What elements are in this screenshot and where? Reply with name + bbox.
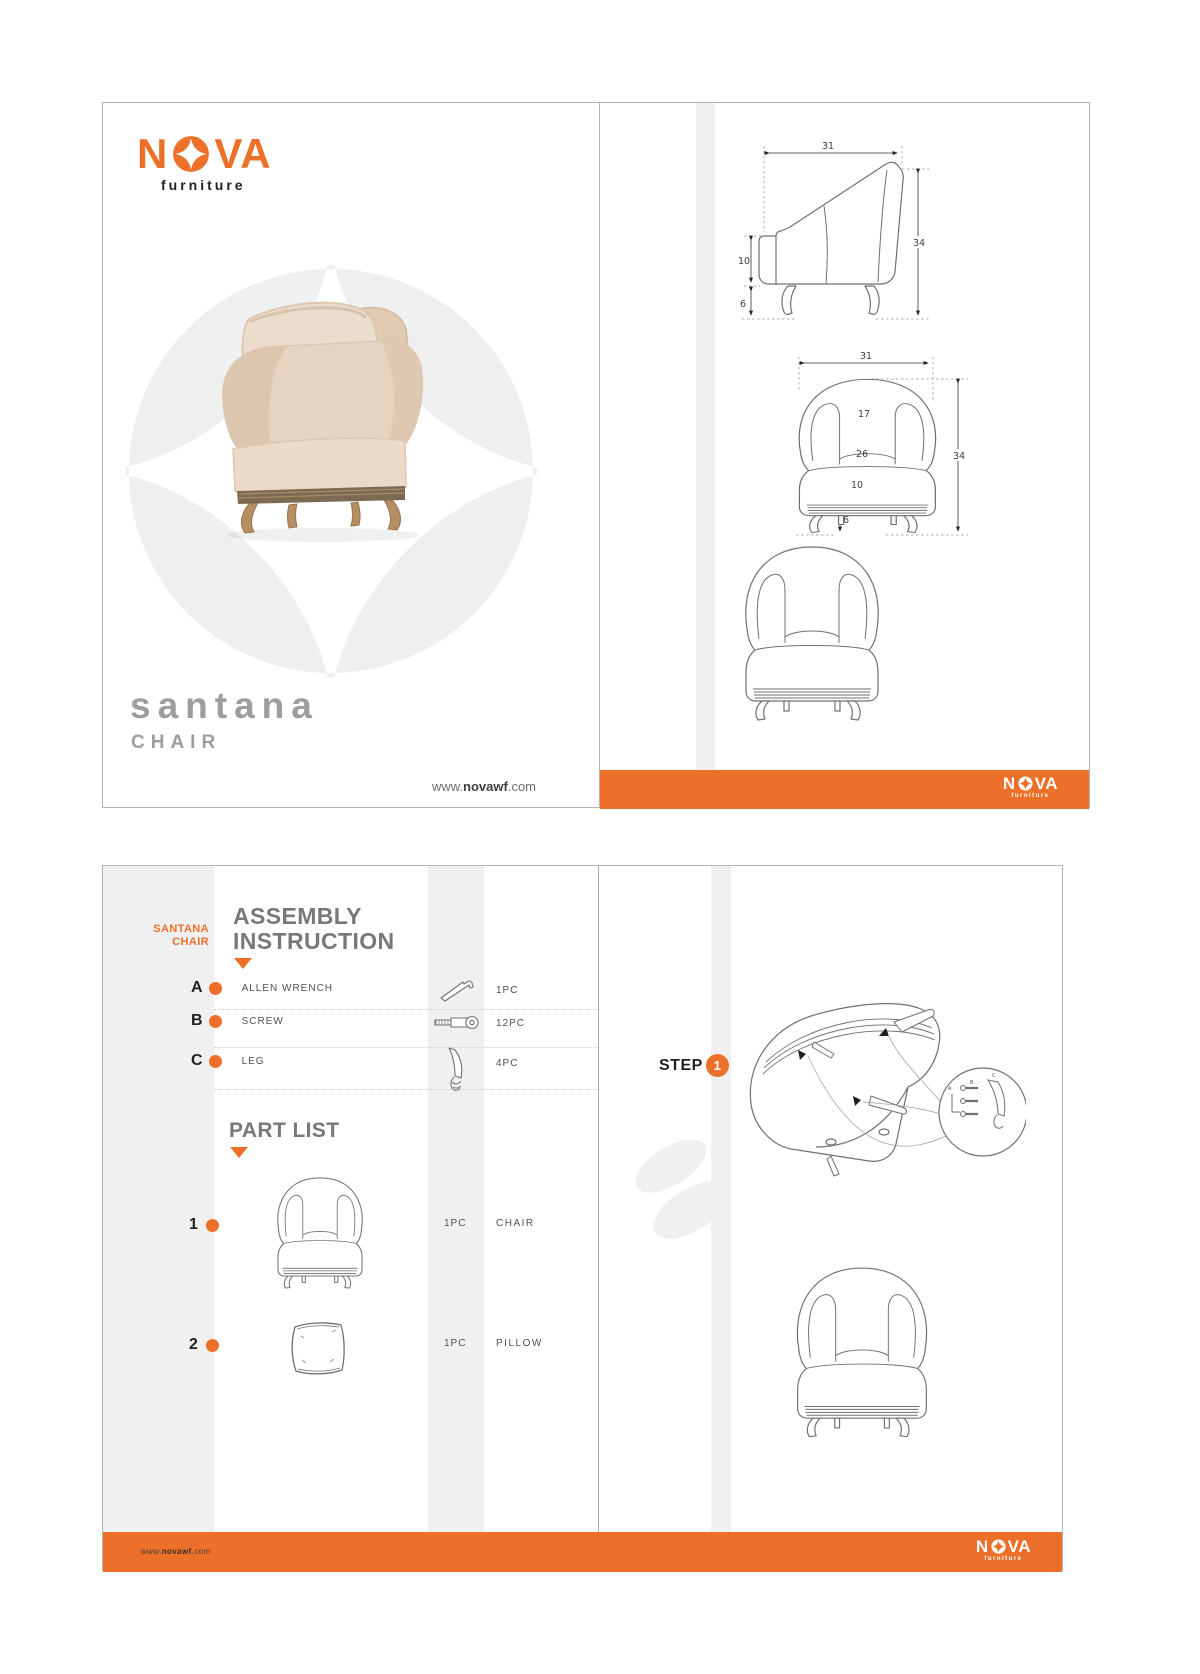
tool-label: SCREW (241, 1015, 284, 1027)
dim-front-mid: 26 (856, 449, 869, 460)
dim-front-height: 34 (952, 451, 966, 462)
row-separator (214, 1047, 598, 1048)
side-view-drawing (736, 136, 941, 326)
orange-dot-icon (206, 1339, 219, 1352)
detail-label-a: A (948, 1086, 952, 1092)
assembly-title-line1: ASSEMBLY (233, 903, 362, 929)
triangle-icon (230, 1147, 248, 1158)
dim-side-seat: 10 (737, 256, 751, 267)
tool-row-b (191, 1012, 284, 1030)
tool-label: LEG (241, 1055, 265, 1067)
assembly-title (233, 904, 395, 954)
dim-side-height: 34 (912, 238, 926, 249)
nova-star-icon (1018, 776, 1033, 791)
dim-front-leg: 6 (843, 515, 850, 526)
part-number: 1 (189, 1216, 198, 1233)
triangle-icon (234, 958, 252, 969)
step1-diagram (736, 984, 1026, 1180)
tool-qty: 1PC (496, 985, 519, 996)
part-list-title: PART LIST (229, 1119, 340, 1142)
step-number-badge: 1 (706, 1054, 729, 1077)
part-row-1 (189, 1216, 219, 1234)
dim-front-width: 31 (859, 351, 873, 362)
part-number: 2 (189, 1336, 198, 1353)
nova-star-icon (172, 135, 210, 173)
nova-star-icon (991, 1539, 1006, 1554)
part-row-2 (189, 1336, 219, 1354)
website-url (419, 779, 549, 794)
front-view-plain-drawing (732, 533, 892, 723)
icon-band (428, 866, 484, 1532)
orange-dot-icon (209, 1015, 222, 1028)
url-domain: novawf (161, 1547, 192, 1556)
tool-key: C (191, 1052, 203, 1069)
tool-row-c (191, 1052, 265, 1070)
brand-word-start: N (137, 130, 169, 177)
brand-word-end: VA (214, 130, 272, 177)
tool-label: ALLEN WRENCH (241, 982, 334, 994)
front-view-drawing (736, 351, 976, 543)
cover-page (102, 102, 600, 808)
assembly-page (102, 865, 1063, 1571)
orange-dot-icon (209, 1055, 222, 1068)
brand-tagline: furniture (1011, 793, 1050, 799)
url-prefix: www. (141, 1547, 162, 1556)
part-name: CHAIR (496, 1218, 535, 1229)
dim-side-leg: 6 (739, 299, 747, 310)
page-divider-rule (598, 866, 599, 1532)
url-prefix: www. (431, 779, 464, 794)
orange-dot-icon (206, 1219, 219, 1232)
footer-brand-logo (976, 1538, 1031, 1562)
tool-key: B (191, 1012, 203, 1029)
leg-icon (441, 1046, 473, 1094)
brand-word-start: N (975, 1537, 989, 1556)
part-name: PILLOW (496, 1338, 543, 1349)
url-suffix: .com (507, 779, 537, 794)
sidebar-product-label (103, 923, 209, 949)
sidebar-product-line2: CHAIR (172, 936, 209, 948)
brand-word-start: N (1002, 774, 1016, 793)
tool-qty: 12PC (496, 1018, 526, 1029)
dim-front-back: 17 (858, 409, 871, 420)
dim-side-width: 31 (821, 141, 835, 152)
brand-tagline: furniture (161, 177, 246, 193)
tool-qty: 4PC (496, 1058, 519, 1069)
drawings-page (599, 102, 1090, 808)
tool-row-a (191, 979, 333, 997)
url-suffix: .com (191, 1547, 211, 1556)
sidebar-band (103, 866, 214, 1532)
product-name: santana (130, 685, 319, 726)
product-type: CHAIR (131, 732, 222, 753)
assembled-chair-drawing (784, 1254, 940, 1440)
detail-label-b: B (970, 1080, 974, 1086)
decor-band (696, 103, 715, 770)
chair-photo (201, 281, 441, 546)
assembly-title-line2: INSTRUCTION (233, 928, 395, 954)
step-word: STEP (659, 1056, 703, 1074)
orange-dot-icon (209, 982, 222, 995)
tool-key: A (191, 979, 203, 996)
brand-tagline: furniture (984, 1556, 1023, 1562)
part-chair-drawing (269, 1169, 371, 1290)
brand-word-end: VA (1034, 774, 1058, 793)
sidebar-product-line1: SANTANA (153, 923, 209, 935)
brand-word-end: VA (1007, 1537, 1031, 1556)
step-label (659, 1054, 729, 1077)
brand-logo (137, 130, 272, 193)
footer-website-url (141, 1547, 211, 1556)
screw-icon (433, 1011, 479, 1033)
dim-front-seat: 10 (851, 480, 864, 491)
allen-wrench-icon (437, 974, 477, 1002)
row-separator (214, 1009, 598, 1010)
leaf-decoration (633, 1140, 743, 1240)
part-qty: 1PC (444, 1338, 467, 1349)
part-qty: 1PC (444, 1218, 467, 1229)
row-separator (214, 1089, 598, 1090)
assembly-footer-bar (103, 1532, 1062, 1572)
part-pillow-drawing (288, 1318, 348, 1378)
detail-label-c: C (992, 1073, 996, 1079)
url-domain: novawf (463, 779, 508, 794)
footer-brand-logo (1003, 775, 1058, 799)
